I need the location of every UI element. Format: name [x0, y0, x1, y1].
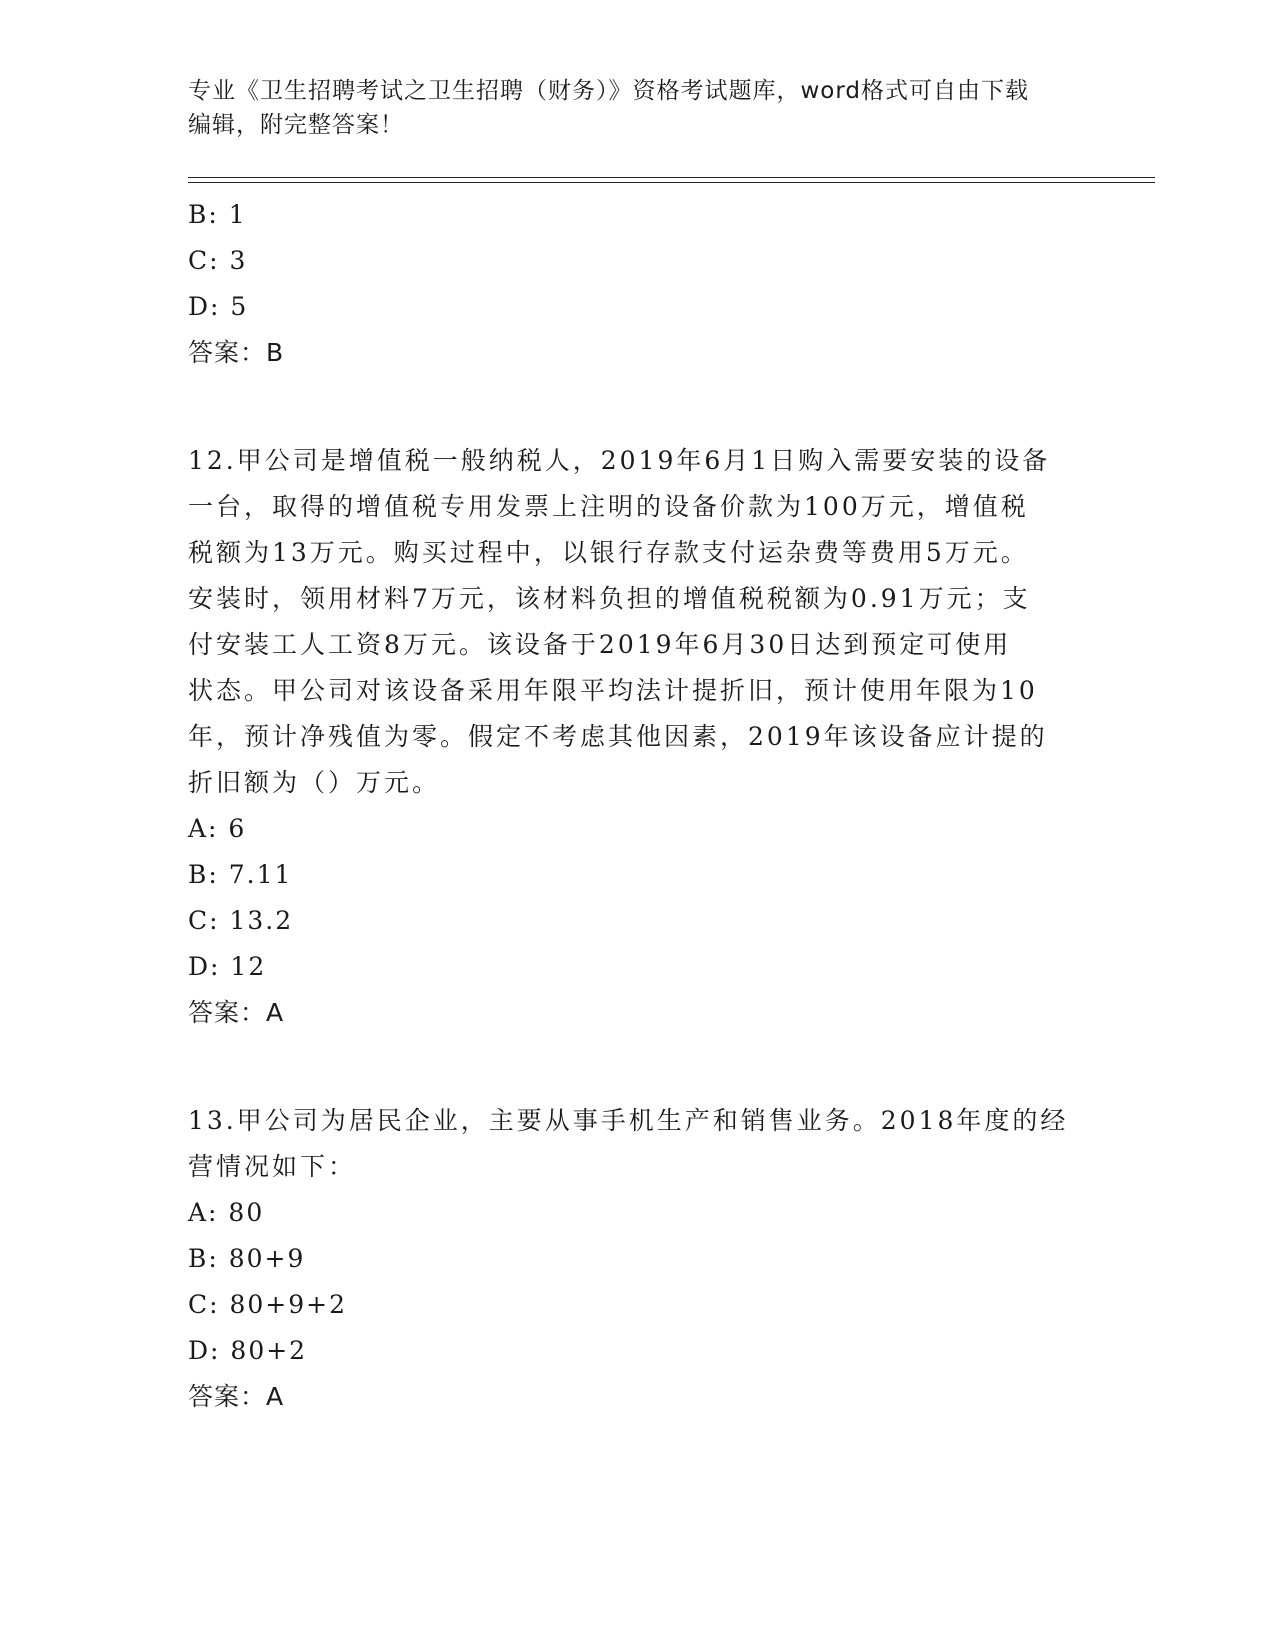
stem-line: 税额为13万元。购买过程中，以银行存款支付运杂费等费用5万元。 — [188, 538, 1029, 567]
question-11 — [188, 192, 1088, 376]
option-c: C: 80+9+2 — [188, 1290, 348, 1319]
option-b: B: 80+9 — [188, 1244, 306, 1273]
document-header — [188, 74, 1088, 142]
option-a: A: 6 — [188, 814, 247, 843]
option-b: B: 7.11 — [188, 860, 293, 889]
option-c: C: 13.2 — [188, 906, 294, 935]
spacer — [188, 1036, 1088, 1098]
header-line-2: 编辑，附完整答案！ — [188, 112, 404, 138]
stem-line: 13.甲公司为居民企业，主要从事手机生产和销售业务。2018年度的经 — [188, 1106, 1069, 1135]
document-body — [188, 192, 1088, 1420]
header-divider-top — [188, 177, 1155, 178]
option-d: D: 80+2 — [188, 1336, 308, 1365]
stem-line: 12.甲公司是增值税一般纳税人，2019年6月1日购入需要安装的设备 — [188, 446, 1051, 475]
answer-label: 答案：B — [188, 338, 285, 367]
stem-line: 营情况如下： — [188, 1152, 357, 1181]
header-line-1: 专业《卫生招聘考试之卫生招聘（财务）》资格考试题库，word格式可自由下载 — [188, 78, 1030, 104]
stem-line: 一台，取得的增值税专用发票上注明的设备价款为100万元，增值税 — [188, 492, 1029, 521]
option-c: C: 3 — [188, 246, 248, 275]
stem-line: 年，预计净残值为零。假定不考虑其他因素，2019年该设备应计提的 — [188, 722, 1048, 751]
stem-line: 安装时，领用材料7万元，该材料负担的增值税税额为0.91万元；支 — [188, 584, 1031, 613]
stem-line: 付安装工人工资8万元。该设备于2019年6月30日达到预定可使用 — [188, 630, 1012, 659]
header-divider-bottom — [188, 182, 1155, 183]
stem-line: 状态。甲公司对该设备采用年限平均法计提折旧，预计使用年限为10 — [188, 676, 1038, 705]
spacer — [188, 376, 1088, 438]
stem-line: 折旧额为（）万元。 — [188, 768, 441, 797]
option-a: A: 80 — [188, 1198, 265, 1227]
option-d: D: 12 — [188, 952, 267, 981]
option-b: B: 1 — [188, 200, 247, 229]
question-stem — [188, 1098, 1088, 1190]
option-d: D: 5 — [188, 292, 249, 321]
answer-label: 答案：A — [188, 998, 285, 1027]
question-stem — [188, 438, 1088, 806]
question-13 — [188, 1098, 1088, 1420]
question-12 — [188, 438, 1088, 1036]
answer-label: 答案：A — [188, 1382, 285, 1411]
